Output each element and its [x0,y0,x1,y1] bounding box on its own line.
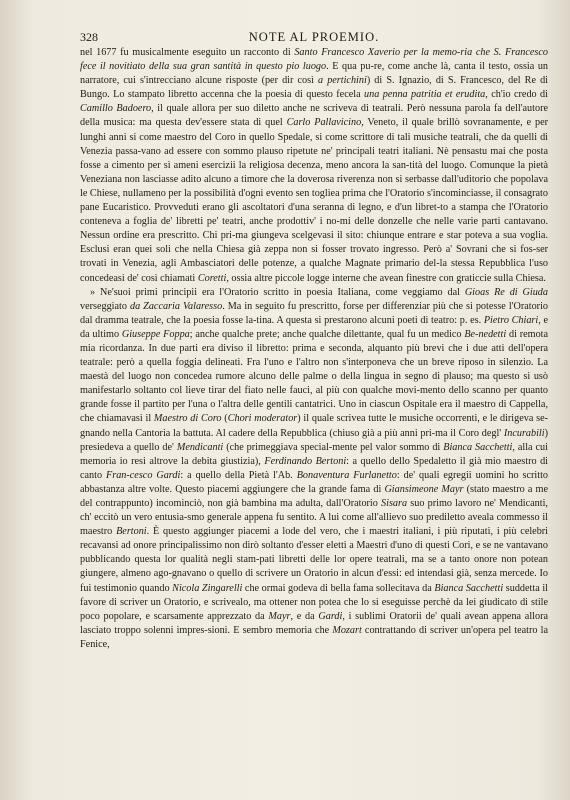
body-text [80,46,548,652]
running-title: NOTE AL PROEMIO. [248,30,380,44]
text-run: ) presiedeva a quello de' [80,427,548,453]
italic-text-run: Gardi [318,610,343,622]
italic-text-run: Bertoni [116,526,147,538]
text-run: » Ne'suoi primi principii era l'Oratorio scritto in poesia Italiana, come veggiamo dal [90,286,465,298]
text-run: , alla cui memoria io resi altrove la debita giustizia), [80,441,548,467]
text-run: , i sublimi Oratorii de' quali avean appena allora lasciato troppo solenni impres-sioni. E sembro memoria che [80,610,548,636]
italic-text-run: Santo Francesco Xaverio per la memo-ria che S. Francesco fece il novitiato della sua gran santità in questo pio luogo [80,47,548,73]
italic-text-run: Bonaventura Furlanetto [296,469,397,481]
italic-text-run: Bianca Sacchetti [443,441,513,453]
italic-text-run: Nicola Zingarelli [172,582,243,594]
italic-text-run: Mozart [332,624,362,636]
italic-text-run: Bianca Sacchetti [434,582,504,594]
text-run: (stato maestro a me del contrappunto) incominciò, non già bambina ma adulta, dall'Oratorio [80,483,548,509]
text-run: ) il quale scrivea tutte le musiche occorrenti, e le dirigeva se-gnando nella Cantoria la battuta. Al cadere della Repubblica (chiuso già a più anni pri-ma il Coro degl' [80,413,549,439]
text-run: , il quale allora per suo diletto anche ne scriveva di teatrali. Però nessuna parola fa dell'autore della musica: ma questa dev'essere stata di quel [80,103,548,129]
italic-text-run: Chori moderator [227,413,298,425]
text-run: : a quello dello Spedaletto il già mio maestro di canto [80,455,549,481]
text-run: nel 1677 fu musicalmente eseguito un racconto di [80,47,295,58]
italic-text-run: Ferdinando Bertoni [264,455,347,467]
italic-text-run: Incurabili [503,427,545,439]
text-run: di remota mia ricordanza. In due parti era diviso il libretto: prima e seconda, alquanto più brevi che i due atti dell'opera teatrale: però a quella foggia delineati. Fra l'uno e l'altro non s'interponeva che un breve riposo in silenzio. La maestà del luogo non concedea rumore alcuno delle palme o della lingua in segno di plauso; ma questo si usò manifestarlo soltanto col lieve tirar del fiato nelle fauci, al più con qualche movi-mento dello scanno per quanto grande fosse il partito per l'una o l'altra delle gentili cantatrici. Uno in ciascun Ospitale era il maestro di Cappella, che chiamavasi il [80,328,549,425]
text-run: . È questo aggiunger piacemi a lode del vero, che i maestri italiani, i più riputati, i più celebri recavansi ad onore principalissimo non dirò soltanto d'esser eletti a Maestri d'uno di questi Cori, e se ne vantavano pubblicando questa lor qualità negli stam-pati libretti delle lor opere teatrali, ma se a tanto onore non potean giungere, almeno ago-gnavano o quello di scrivere un Oratorio in alcun d'essi: ed intendasi già, senza mercede. Io fui testimonio quando [80,526,549,594]
page-number: 328 [80,30,98,44]
italic-text-run: da Zaccaria Valaresso [129,300,223,312]
text-run: : de' quali egregii uomini ho scritto abbastanza altre volte. Questo piacemi aggiungere che la grande fama di [80,469,548,495]
text-run: verseggiato [80,300,130,312]
italic-text-run: Gioas Re di Giuda [464,286,548,298]
text-run: ( [221,413,228,425]
italic-text-run: Camillo Badoero [80,103,152,115]
text-run: . Ma in seguito fu prescritto, forse per differenziar più che si potesse l'Oratorio dal dramma teatrale, che la poesia fosse la-tina. A questa si prestarono alcuni poeti di teatro: p. es. [80,300,548,326]
italic-text-run: Giuseppe Foppa [121,328,190,340]
text-run: , Veneto, il quale brillò sovranamente, e per lunghi anni si come maestro del Coro in quello Spedale, si come scrittore di tali musiche teatrali, che da quelli di Venezia passa-vano ad essere con sommo plauso ripetute ne' principali teatri italiani. Nè pensastu mai che posta fosse a cimento per sì ameni esercizii la religiosa decenza, meno ancora la san-tità del luogo. Comunque la pietà Veneziana non lasciasse adito alcuno a timore che la doverosa riverenza non si serbasse dall'uditorio che popolava le Chiese, nullameno per la possibilità d'ogni evento sen togliea prima che l'Oratorio s'incominciasse, il consagrato pane Eucaristico. Provveduti erano gli ascoltatori d'una seranna di legno, e d'un libret-to a stampa che l'Oratorio conteneva a foglia de' libretti pe' teatri, anche prodottiv' i no-mi delle donzelle che nelle varie parti cantavano. Nessun ordine era prescritto. Chi pri-ma giungeva scelgevasi il sito: chiunque entrare e star poteva a sua voglia. Esclusi eran quei soli che nella Chiesa già zeppa non si fosser trovato ingresso. Però a' Sovrani che si fos-ser trovati in Venezia, agli Ambasciatori delle potenze, a qualche Magnate primario del-la stessa Repubblica l'uso concedeasi de' così chiamati [80,117,548,284]
italic-text-run: Carlo Pallavicino [286,117,362,129]
text-run: . E qua pu-re, come anche là, canta il testo, ossia un narratore, cui s'intrecciano alcune risposte (per dir così [80,61,549,87]
italic-text-run: Be-nedetti [464,328,507,340]
text-run: contrattando di scriver un'opera pel teatro la Fenice, [80,624,548,650]
italic-text-run: Sisara [381,498,408,509]
text-run: , ossia altre piccole logge interne che avean finestre con graticcie sulla Chiesa. [226,272,546,284]
italic-text-run: una penna patritia et erudita [364,89,486,101]
italic-text-run: Coretti [197,272,227,284]
italic-text-run: Mayr [268,610,291,622]
italic-text-run: Giansimeone Mayr [384,483,464,495]
italic-text-run: Maestro di Coro [153,413,222,425]
paragraph [80,46,548,286]
italic-text-run: a pertichini [318,75,367,87]
text-run: (che primeggiava special-mente pel valor sommo di [223,441,444,453]
italic-text-run: Fran-cesco Gardi [106,469,181,481]
text-run: : a quello della Pietà l'Ab. [180,469,297,481]
page-header [80,30,548,46]
text-run: , e da ultimo [80,314,548,340]
text-run: che ormai godeva di bella fama sollecitava da [242,582,435,594]
text-run: ; anche qualche prete; anche qualche dilettante, qual fu un medico [189,328,465,340]
text-run: , ch'io credo di [485,89,548,101]
text-run: , e da [290,610,319,622]
text-run: suo primo lavoro ne' Mendicanti, ch' eccitò un vero entusia-smo generale appena fu sentito. A lui come all'allievo suo prediletto aveala commesso il maestro [80,498,548,538]
paragraph [80,286,548,652]
text-run: suddetta il favore di scriver un Oratorio, e scrivealo, ma ottener non potea che lo si eseguisse perchè da lei giudicato di stile poco popolare, e scarsamente apprezzato da [80,582,548,622]
italic-text-run: Mendicanti [176,441,224,453]
italic-text-run: Pietro Chiari [483,314,539,326]
text-run: ) di S. Ignazio, di S. Francesco, del Re di Bungo. Lo stampato libretto accenna che la poesia di questo fecela [80,75,548,101]
